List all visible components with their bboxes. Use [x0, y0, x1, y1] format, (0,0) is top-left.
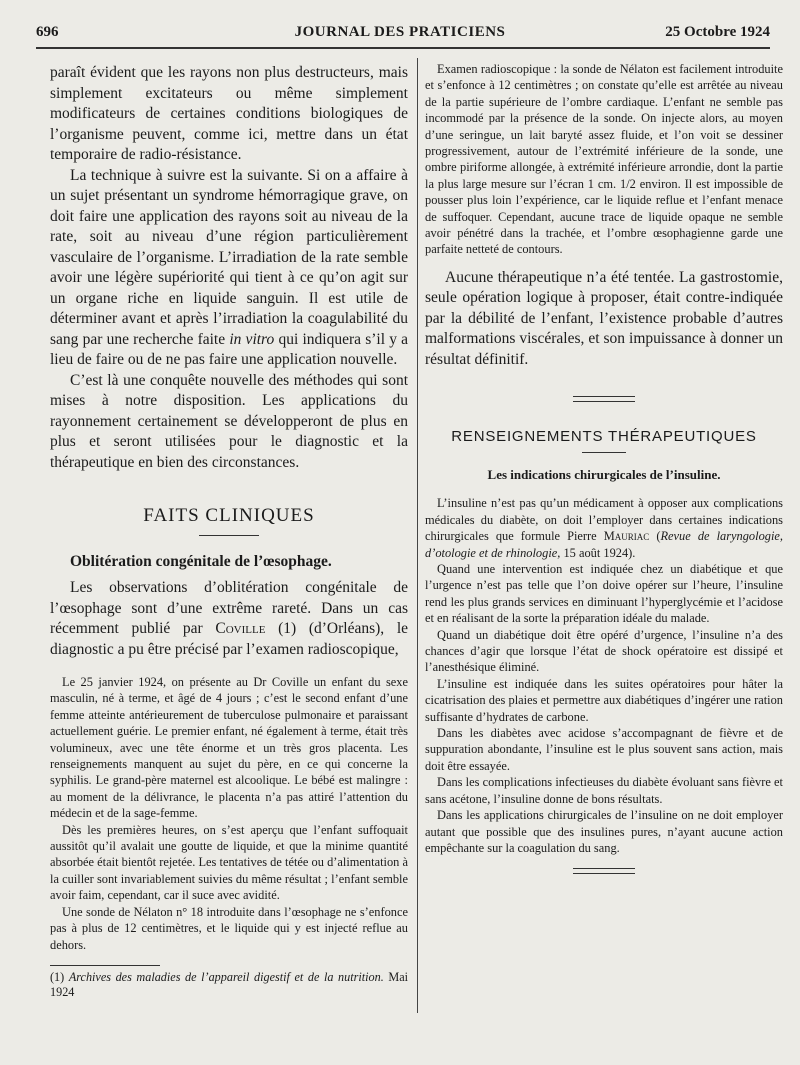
journal-title: JOURNAL DES PRATICIENS — [294, 24, 506, 40]
right-column — [425, 61, 783, 874]
subsection-title: Les indications chirurgicales de l’insuline. — [487, 467, 721, 483]
paragraph-text: L’insuline n’est pas qu’un médicament à opposer aux complications médicales du diabète, on doit l’employer dans certaines indications chirurgicales que formule Pierre — [425, 496, 783, 544]
paragraph: Dans les applications chirurgicales de l’insuline on ne doit employer autant que possible que des insulines pures, n’ayant aucune action empêchante sur la coagulation du sang. — [425, 808, 783, 855]
paragraph: L’insuline est indiquée dans les suites opératoires pour hâter la cicatrisation des plaies et permettre aux diabétiques d’ingérer une ration suffisante d’hydrates de carbone. — [425, 676, 783, 724]
paragraph — [50, 578, 408, 660]
paragraph: Dans les diabètes avec acidose s’accompagnant de fièvre et de suppuration abondante, l’insuline est le plus souvent sans action, mais doit être essayée. — [425, 726, 783, 773]
page-number: 696 — [36, 24, 59, 40]
column-divider — [417, 58, 418, 1013]
italic-term: in vitro — [229, 330, 275, 348]
issue-date: 25 Octobre 1924 — [665, 24, 770, 40]
footnote-source: Archives des maladies de l’appareil digestif et de la nutrition. — [68, 969, 384, 984]
paragraph-text: (1) (d’Orléans), le diagnostic a pu être précisé par l’examen radioscopique, — [50, 620, 409, 658]
section-title: RENSEIGNEMENTS THÉRAPEUTIQUES — [451, 428, 757, 446]
left-column — [50, 63, 408, 1001]
paragraph: Le 25 janvier 1924, on présente au Dr Coville un enfant du sexe masculin, né à terme, et âgé de 4 jours ; c’est le second enfant d’une femme atteinte antérieurement de tuberculose pulmonaire et paraissant actuellement guérie. Le premier enfant, né également à terme, était très volumineux, avec une tête énorme et un très gros placenta. Les renseignements manquent au sujet du père, en ce qui concerne la syphilis. Le grand-père maternel est alcoolique. Le bébé est malingre : au moment de la délivrance, le placenta n’a pas attiré l’attention du médecin et de la sage-femme. — [50, 675, 408, 821]
footnote — [50, 970, 408, 1001]
subsection-title: Oblitération congénitale de l’œsophage. — [70, 553, 332, 570]
paragraph-text: La technique à suivre est la suivante. Si on a affaire à un sujet présentant un syndrome hémorragique grave, on doit faire une application des rayons soit au niveau de la rate, soit au niveau d’une région particulièrement vasculaire de l’organisme. L’irradiation de la rate semble avoir une légère supériorité qui tient à ce qu’on agit sur un organe riche en liquide sanguin. Il est utile de déterminer avant et après l’irradiation la coagulabilité du sang par une recherche faite — [50, 166, 408, 348]
paragraph: L’insuline n’est pas qu’un médicament à opposer aux complications médicales du diabète, on doit l’employer dans certaines indications chirurgicales que formule Pierre Mauriac (Revue de laryngologie, d’otologie et de rhinologie, 15 août 1924). — [425, 496, 783, 560]
paragraph: Dans les complications infectieuses du diabète évoluant sans fièvre et sans acétone, l’insuline donne de bons résultats. — [425, 775, 783, 806]
footnote-number: (1) — [50, 969, 65, 984]
paragraph: Quand un diabétique doit être opéré d’urgence, l’insuline n’a des chances d’agir que lorsque l’état de shock opératoire est dissipé et l’anesthésique éliminé. — [425, 627, 783, 675]
paragraph — [50, 166, 408, 371]
paragraph: C’est là une conquête nouvelle des méthodes qui sont mises à notre disposition. Les applications du rayonnement certainement se développeront de plus en plus et seront utilisées pour le diagnostic et la thérapeutique en bien des circonstances. — [50, 371, 408, 471]
paragraph-text: Les observations d’oblitération congénitale de l’œsophage sont d’une extrême rareté. Dans un cas récemment publié par — [50, 579, 408, 637]
paragraph: paraît évident que les rayons non plus destructeurs, mais simplement excitateurs ou même simplement modificateurs de certaines conditions biologiques de l’organisme peuvent, comme ici, mettre dans un état temporaire de radio-résistance. — [50, 64, 408, 163]
paragraph: Aucune thérapeutique n’a été tentée. La gastrostomie, seule opération logique à proposer, était contre-indiquée par la débilité de l’enfant, l’existence probable d’autres malformations viscérales, et son impuissance à donner un résultat définitif. — [425, 268, 783, 368]
paragraph: Quand une intervention est indiquée chez un diabétique et que l’urgence n’est pas telle que l’on doive opérer sur l’heure, l’insuline rend les plus grands services en diminuant l’hyperglycémie et l’acidose et en réalisant de la sorte la préparation idéale du malade. — [425, 562, 783, 626]
header-rule — [36, 47, 770, 49]
ornament-rule — [573, 868, 635, 874]
section-title: FAITS CLINIQUES — [143, 505, 315, 526]
paragraph: Examen radioscopique : la sonde de Nélaton est facilement introduite et s’enfonce à 12 centimètres ; on constate qu’elle est arrêtée au niveau de la partie supérieure de l’ombre cardiaque. L’enfant ne semble pas incommodé par la présence de la sonde. On injecte alors, au moyen d’une seringue, un lait baryté assez fluide, et l’on voit se dessiner progressivement, autour de l’extrémité inférieure de la sonde, une ombre piriforme allongée, à extrémité inférieure arrondie, dont la partie la plus large mesure sur l’écran 1 cm. 1/2 environ. Il est impossible de pousser plus loin l’expérience, car le liquide reflue et l’enfant menace de suffoquer. Cependant, aucune trace de liquide opaque ne semble avoir pénétré dans la trachée, et l’ombre œsophagienne garde une parfaite netteté de contours. — [425, 62, 783, 257]
author-name: Coville — [215, 620, 266, 637]
paragraph-text: qui indiquera s’il y a lieu de faire ou de ne pas faire une application nouvelle. — [50, 330, 409, 368]
citation-source: Revue de laryngologie, d’otologie et de rhinologie, — [425, 529, 783, 560]
footnote-date: Mai 1924 — [50, 969, 408, 1000]
paragraph: Dès les premières heures, on s’est aperçu que l’enfant suffoquait aussitôt qu’il avalait une goutte de liquide, et que la minime quantité absorbée était bientôt rejetée. Les tentatives de tétée ou d’alimentation à la cuiller sont invariablement suivies du même résultat ; l’enfant semble avoir faim, cependant, car il suce avec avidité. — [50, 822, 408, 903]
author-name: Mauriac — [603, 529, 650, 544]
paragraph: Une sonde de Nélaton n° 18 introduite dans l’œsophage ne s’enfonce pas à plus de 12 centimètres, et le liquide qui y est injecté reflue au dehors. — [50, 904, 408, 952]
citation-date: 15 août 1924). — [563, 545, 636, 560]
